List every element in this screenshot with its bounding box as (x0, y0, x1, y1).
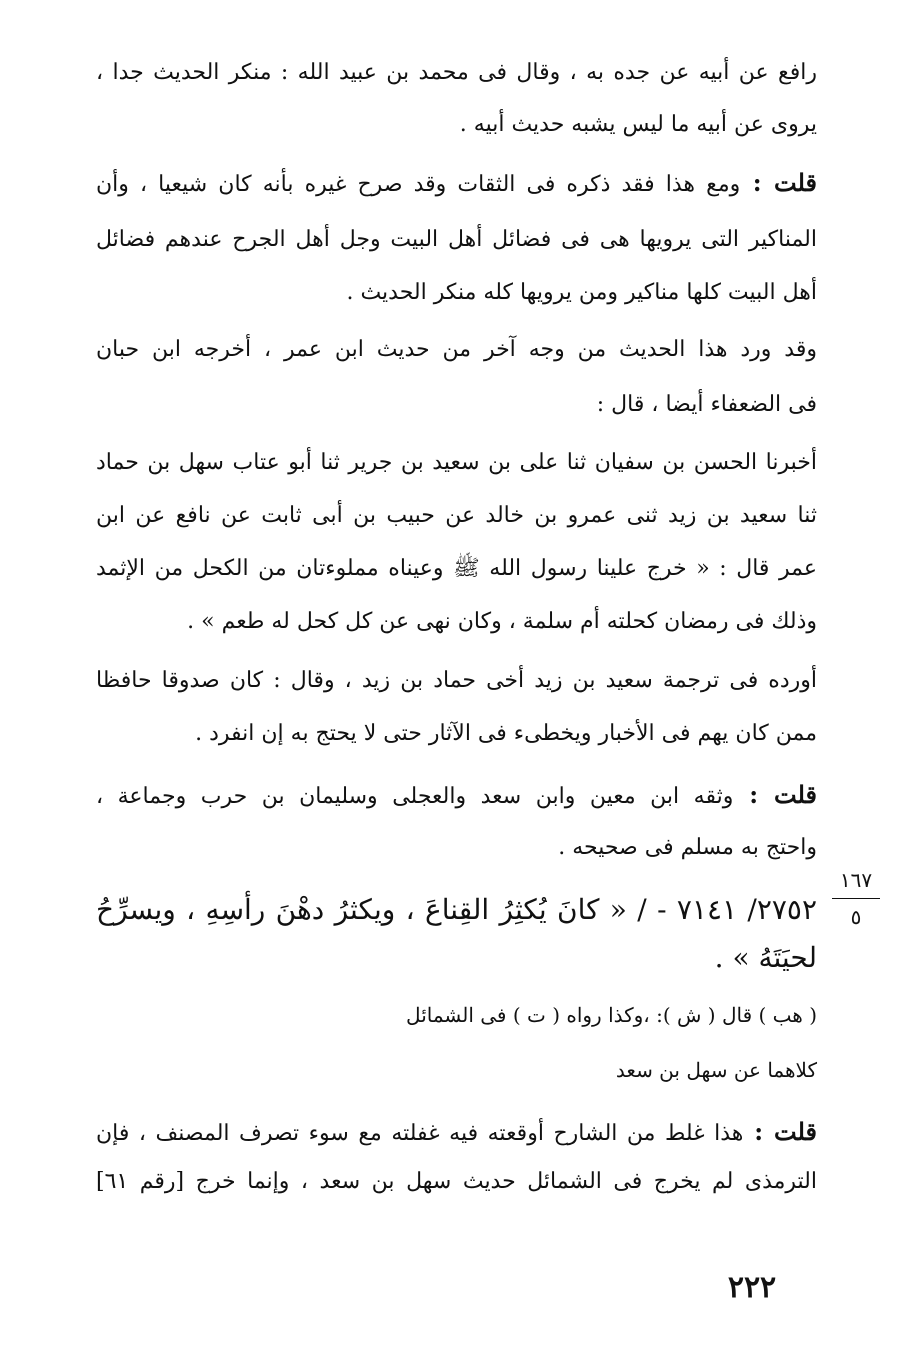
text-line: كلاهما عن سهل بن سعد (615, 1058, 817, 1082)
text-line: أورده فى ترجمة سعيد بن زيد أخى حماد بن زيد ، وقال : كان صدوقا حافظا (96, 668, 817, 693)
page-number: ٢٢٢ (727, 1270, 777, 1305)
text-line: يروى عن أبيه ما ليس يشبه حديث أبيه . (459, 112, 817, 137)
text-line: أخبرنا الحسن بن سفيان ثنا على بن سعيد بن جرير ثنا أبو عتاب سهل بن حماد (96, 450, 817, 475)
paragraph (96, 1000, 817, 1090)
paragraph-lead: قلت : (743, 1117, 817, 1146)
paragraph (96, 58, 817, 148)
text-line: وقد ورد هذا الحديث من وجه آخر من حديث ابن عمر ، أخرجه ابن حبان (96, 337, 817, 362)
text-line: رافع عن أبيه عن جده به ، وقال فى محمد بن عبيد الله : منكر الحديث جدا ، (96, 60, 817, 85)
paragraph (96, 1117, 817, 1207)
text-line: وذلك فى رمضان كحلته أم سلمة ، وكان نهى عن كل كحل له طعم » . (187, 609, 817, 634)
text-line: ( هب ) قال ( ش ): ،وكذا رواه ( ت ) فى الشمائل (406, 1003, 817, 1027)
paragraph-lead: قلت : (733, 780, 817, 809)
text-line: عمر قال : « خرج علينا رسول الله ﷺ وعيناه مملوءتان من الكحل من الإثمد (96, 556, 817, 581)
text-span: وثقه ابن معين وابن سعد والعجلى وسليمان بن حرب وجماعة ، (96, 784, 734, 809)
text-line: فى الضعفاء أيضا ، قال : (596, 392, 817, 417)
text-line: الترمذى لم يخرج فى الشمائل حديث سهل بن سعد ، وإنما خرج [رقم ٦١] (96, 1169, 817, 1194)
paragraph (96, 448, 817, 648)
text-line: المناكير التى يرويها هى فى فضائل أهل البيت وجل أهل الجرح عندهم فضائل (96, 227, 817, 252)
margin-marker-bottom: ٥ (850, 905, 862, 929)
text-line (96, 1117, 817, 1151)
text-line: واحتج به مسلم فى صحيحه . (558, 835, 817, 860)
text-line: ٢٧٥٢/ ٧١٤١ - / « كانَ يُكثِرُ القِناعَ ، ويكثرُ دهْنَ رأسِهِ ، ويسرِّحُ (96, 893, 817, 926)
text-line: لحيَتَهُ » . (714, 941, 817, 974)
text-line: أهل البيت كلها مناكير ومن يرويها كله منكر الحديث . (346, 280, 817, 305)
text-line (96, 780, 817, 814)
paragraph (96, 780, 817, 870)
margin-marker (832, 868, 880, 929)
text-line: ممن كان يهم فى الأخبار ويخطىء فى الآثار حتى لا يحتج به إن انفرد . (195, 721, 817, 746)
paragraph (96, 335, 817, 425)
paragraph (96, 168, 817, 318)
text-span: ومع هذا فقد ذكره فى الثقات وقد صرح غيره بأنه كان شيعيا ، وأن (96, 172, 741, 197)
hadith-entry (96, 890, 817, 980)
margin-marker-rule (832, 898, 880, 899)
text-line (96, 168, 817, 202)
text-span: هذا غلط من الشارح أوقعته فيه غفلته مع سوء تصرف المصنف ، فإن (96, 1121, 744, 1146)
text-line: ثنا سعيد بن زيد ثنى عمرو بن خالد عن حبيب بن أبى ثابت عن نافع عن ابن (96, 503, 817, 528)
paragraph (96, 666, 817, 756)
paragraph-lead: قلت : (740, 168, 817, 197)
margin-marker-top: ١٦٧ (839, 868, 873, 892)
